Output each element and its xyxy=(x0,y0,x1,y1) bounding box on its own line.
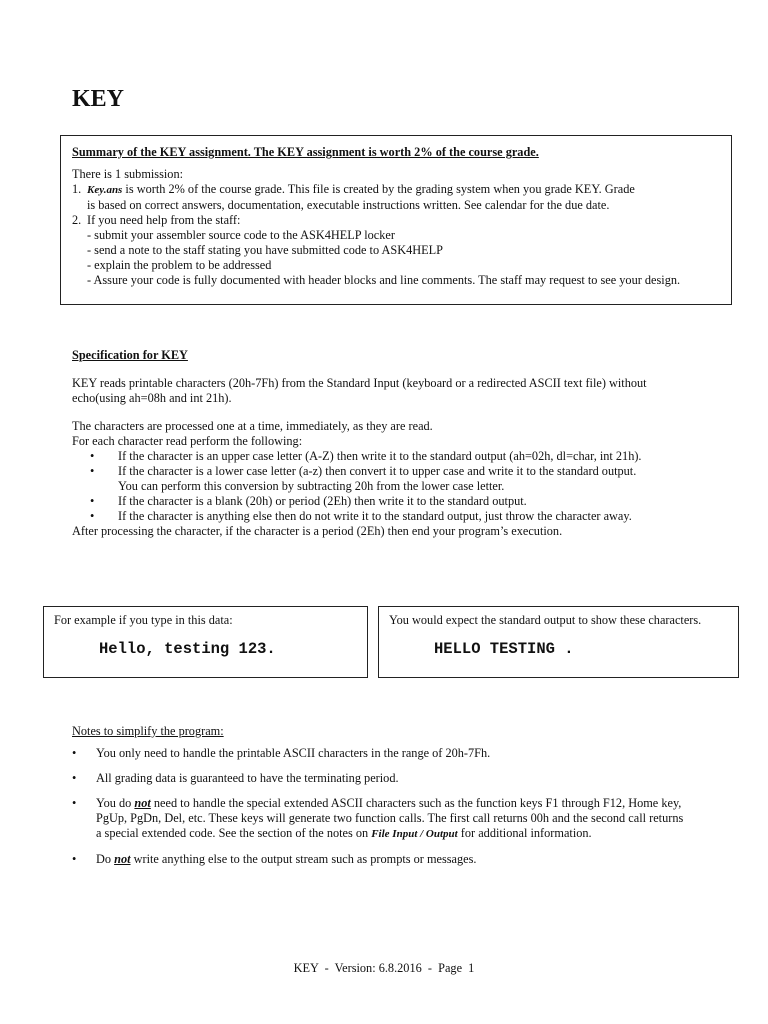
item-number: 2. xyxy=(72,213,82,227)
submission-item-1 xyxy=(72,182,723,213)
note-item: • You only need to handle the printable ASCII characters in the range of 20h-7Fh. xyxy=(72,746,712,761)
note-text: You do xyxy=(96,796,135,810)
summary-heading: Summary of the KEY assignment. The KEY assignment is worth 2% of the course grade. xyxy=(72,145,539,159)
emphasis-not: not xyxy=(134,796,151,810)
file-name: Key.ans xyxy=(87,184,123,196)
item-1-text-b: is based on correct answers, documentation, executable instructions written. See calendar for the due date. xyxy=(87,198,610,212)
example-input-code: Hello, testing 123. xyxy=(99,640,276,658)
note-item xyxy=(72,852,712,867)
example-output-box xyxy=(378,606,739,678)
rule-item: • If the character is a lower case letter (a-z) then convert it to upper case and write it to the standard output. xyxy=(72,464,712,479)
example-input-caption: For example if you type in this data: xyxy=(54,613,233,627)
note-text: need to handle the special extended ASCII characters such as the function keys F1 through F12, Home key, xyxy=(150,796,682,810)
note-item: • All grading data is guaranteed to have the terminating period. xyxy=(72,771,712,786)
help-step: - Assure your code is fully documented with header blocks and line comments. The staff may request to see your design. xyxy=(87,273,681,287)
notes-list xyxy=(72,746,712,867)
help-step: - send a note to the staff stating you have submitted code to ASK4HELP xyxy=(87,243,443,257)
note-text: PgUp, PgDn, Del, etc. These keys will generate two function calls. The first call returns 00h and the second call returns xyxy=(96,811,684,825)
emphasis-not: not xyxy=(114,852,131,866)
spec-paragraph-1b: echo(using ah=08h and int 21h). xyxy=(72,391,232,405)
processing-rules xyxy=(72,449,712,524)
submission-list xyxy=(72,182,723,288)
note-item xyxy=(72,796,712,842)
example-input-box xyxy=(43,606,368,678)
spec-paragraph-1a: KEY reads printable characters (20h-7Fh) from the Standard Input (keyboard or a redirected ASCII text file) without xyxy=(72,376,647,390)
spec-paragraph-2b: For each character read perform the following: xyxy=(72,434,303,448)
note-text: Do xyxy=(96,852,115,866)
help-step: - explain the problem to be addressed xyxy=(87,258,272,272)
help-step: - submit your assembler source code to the ASK4HELP locker xyxy=(87,228,395,242)
specification-section xyxy=(72,348,712,539)
item-2-text: If you need help from the staff: xyxy=(87,213,241,227)
spec-after: After processing the character, if the character is a period (2Eh) then end your program’s execution. xyxy=(72,524,563,538)
summary-intro: There is 1 submission: xyxy=(72,167,184,181)
spec-heading: Specification for KEY xyxy=(72,348,188,362)
example-output-code: HELLO TESTING . xyxy=(434,640,574,658)
rule-item-continuation: You can perform this conversion by subtracting 20h from the lower case letter. xyxy=(118,479,505,493)
submission-item-2 xyxy=(72,213,723,288)
spec-paragraph-2a: The characters are processed one at a time, immediately, as they are read. xyxy=(72,419,433,433)
example-output-caption: You would expect the standard output to show these characters. xyxy=(389,613,702,627)
notes-reference: File Input / Output xyxy=(371,828,458,840)
help-steps xyxy=(87,228,723,288)
rule-item: • If the character is an upper case letter (A-Z) then write it to the standard output (ah=02h, dl=char, int 21h). xyxy=(72,449,712,464)
page-footer: KEY - Version: 6.8.2016 - Page 1 xyxy=(293,961,475,975)
item-1-text-a: is worth 2% of the course grade. This file is created by the grading system when you grade KEY. Grade xyxy=(122,182,635,196)
page-title: KEY xyxy=(72,86,125,112)
notes-section xyxy=(72,724,712,877)
note-text: write anything else to the output stream such as prompts or messages. xyxy=(130,852,477,866)
rule-item: • If the character is anything else then do not write it to the standard output, just throw the character away. xyxy=(72,509,712,524)
note-text: for additional information. xyxy=(457,826,592,840)
notes-heading: Notes to simplify the program: xyxy=(72,724,224,738)
rule-item: • If the character is a blank (20h) or period (2Eh) then write it to the standard output. xyxy=(72,494,712,509)
note-text: a special extended code. See the section of the notes on xyxy=(96,826,372,840)
item-number: 1. xyxy=(72,182,82,196)
summary-box xyxy=(60,135,732,305)
